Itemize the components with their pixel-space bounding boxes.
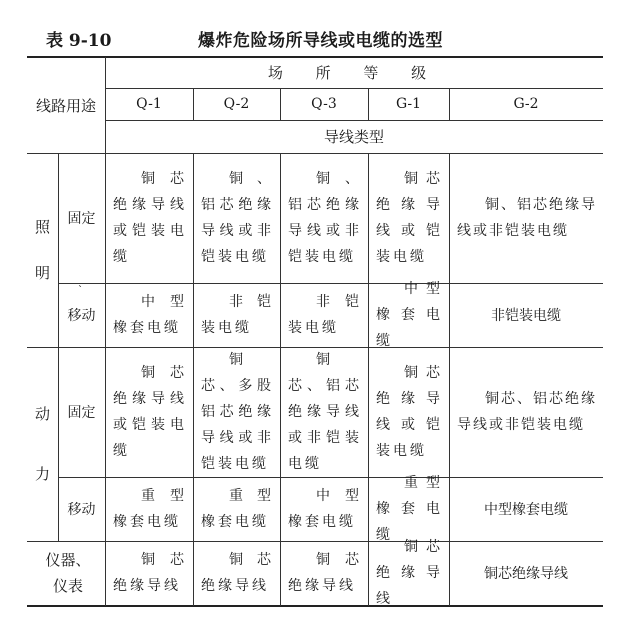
rule-bottom	[27, 605, 603, 607]
column-header-g2: G-2	[513, 96, 539, 112]
table-cell: 铜芯绝缘导线	[376, 539, 443, 607]
table-cell: 铜芯绝缘导线	[201, 552, 274, 594]
table-cell: 铜芯绝缘导线	[113, 552, 187, 594]
table-cell: 中型橡套电缆	[288, 488, 362, 530]
table-cell: 重型橡套电缆	[201, 488, 274, 530]
table-cell: 非铠装电缆	[288, 294, 362, 336]
table-number: 表 9-10	[46, 31, 112, 51]
table-cell: 非铠装电缆	[491, 308, 561, 324]
column-header-q1: Q-1	[136, 96, 162, 112]
table-cell: 铜、铝芯绝缘导线或非铠装电缆	[457, 197, 597, 239]
table-cell: 铜芯绝缘导线	[288, 552, 362, 594]
table-cell: 铜芯绝缘导线或铠装电缆	[113, 365, 187, 459]
table-cell: 铜芯、铝芯绝缘导线或非铠装电缆	[457, 391, 597, 433]
table-cell: 非铠装电缆	[201, 294, 274, 336]
table-cell: 铜芯绝缘导线或铠装电缆	[376, 171, 443, 265]
column-header-q2: Q-2	[223, 96, 250, 112]
stray-mark: `	[78, 285, 83, 296]
mode-fixed: 固定	[67, 211, 96, 227]
table-cell: 铜、铝芯绝缘导线或非铠装电缆	[288, 171, 362, 265]
section-label-power	[27, 347, 58, 541]
table-cell: 铜芯、铝芯绝缘导线或非铠装电缆	[288, 352, 362, 472]
mode-mobile: 移动	[67, 308, 96, 324]
table-cell: 中型橡套电缆	[376, 281, 443, 349]
section-label-char: 力	[34, 465, 50, 483]
wire-type-subheader: 导线类型	[323, 128, 384, 146]
table-cell: 铜芯、多股铝芯绝缘导线或非铠装电缆	[201, 352, 274, 472]
location-grade-header: 场 所 等 级	[267, 64, 441, 82]
section-label-lighting	[27, 153, 58, 347]
section-label-char: 动	[34, 405, 50, 423]
row-usage-header: 线路用途	[35, 96, 96, 115]
table-title: 爆炸危险场所导线或电缆的选型	[198, 31, 443, 51]
section-label-char: 照	[34, 218, 50, 236]
table-cell: 铜芯绝缘导线	[484, 566, 568, 582]
mode-fixed: 固定	[67, 405, 96, 421]
table-cell: 重型橡套电缆	[376, 475, 443, 543]
table-cell: 中型橡套电缆	[484, 502, 568, 518]
mode-mobile: 移动	[67, 502, 96, 518]
table-cell: 重型橡套电缆	[113, 488, 187, 530]
table-cell: 铜芯绝缘导线或铠装电缆	[376, 365, 443, 459]
column-header-g1: G-1	[395, 96, 422, 112]
column-header-q3: Q-3	[311, 96, 337, 112]
table-cell: 铜、铝芯绝缘导线或非铠装电缆	[201, 171, 274, 265]
table-caption	[0, 22, 637, 52]
table-cell: 中型橡套电缆	[113, 294, 187, 336]
section-label-char: 明	[34, 264, 50, 282]
section-label-instruments: 仪器、仪表	[45, 551, 91, 595]
table-cell: 铜芯绝缘导线或铠装电缆	[113, 171, 187, 265]
